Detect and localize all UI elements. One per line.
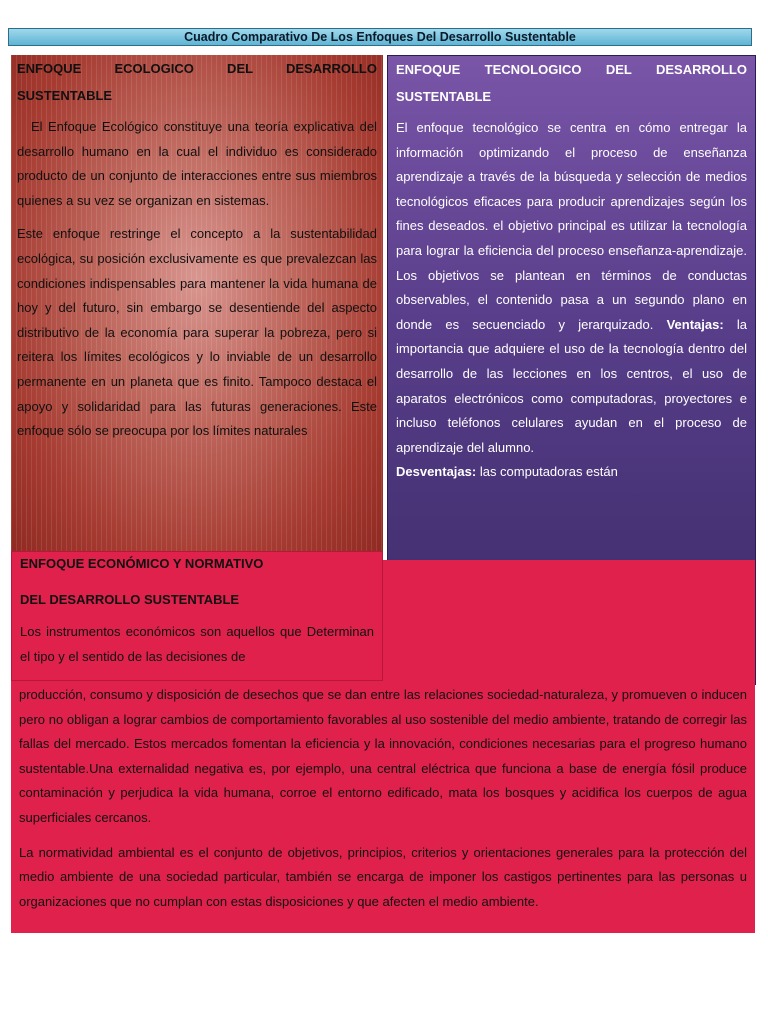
economic-approach-header-panel bbox=[11, 551, 383, 681]
technological-paragraph bbox=[396, 116, 747, 460]
document-title: Cuadro Comparativo De Los Enfoques Del Desarrollo Sustentable bbox=[8, 28, 752, 46]
economic-heading-line-1: ENFOQUE ECONÓMICO Y NORMATIVO bbox=[20, 556, 264, 571]
economic-paragraph-1: producción, consumo y disposición de desechos que se dan entre las relaciones sociedad-naturaleza, y promueven o inducen pero no obligan a lograr cambios de comportamiento favorables al uso sostenible del medio ambiente, tratando de corregir las fallas del mercado. Estos mercados fomentan la eficiencia y la innovación, condiciones necesarias para el progreso humano sustentable.Una externalidad negativa es, por ejemplo, una central eléctrica que funciona a base de energía fósil produce contaminación y perjudica la vida humana, corroe el entorno edificado, mata los bosques y acidifica los cuerpos de agua superficiales cercanos. bbox=[19, 687, 747, 825]
disadvantages-paragraph bbox=[396, 460, 747, 485]
economic-paragraph-2: La normatividad ambiental es el conjunto de objetivos, principios, criterios y orientaciones generales para la protección del medio ambiente de una sociedad particular, también se encarga de imponer los castigos pertinentes para las personas u organizaciones que no cumplan con estas disposiciones y que afecten el medio ambiente. bbox=[19, 844, 747, 909]
ecological-paragraph-2: Este enfoque restringe el concepto a la sustentabilidad ecológica, su posición exclusivamente es que prevalezcan las condiciones indispensables para mantener la vida humana de hoy y del futuro, sin embargo se desentiende del aspecto distributivo de la economía para superar la pobreza, pero si reitera los límites ecológicos y lo inviable de un desarrollo permanente en un planeta que es finito. Tampoco destaca el apoyo y solidaridad para las futuras generaciones. Este enfoque sólo se preocupa por los límites naturales bbox=[17, 226, 377, 439]
technological-heading: ENFOQUE TECNOLOGICO DEL DESARROLLO SUSTENTABLE bbox=[396, 62, 747, 104]
ecological-paragraph-1: El Enfoque Ecológico constituye una teoría explicativa del desarrollo humano en la cual el individuo es considerado producto de un conjunto de interacciones entre sus miembros quienes a su vez se organizan en sistemas. bbox=[17, 119, 377, 208]
economic-paragraph-start: Los instrumentos económicos son aquellos que Determinan el tipo y el sentido de las decisiones de bbox=[20, 624, 374, 664]
technological-text: El enfoque tecnológico se centra en cómo entregar la información optimizando el proceso de enseñanza aprendizaje a través de la búsqueda y selección de medios tecnológicos eficaces para producir aprendizajes según los fines deseados. el objetivo principal es utilizar la tecnología para lograr la eficiencia del proceso enseñanza-aprendizaje. Los objetivos se plantean en términos de conductas observables, el contenido pasa a un segundo plano en donde es secuenciado y jerarquizado. bbox=[396, 120, 747, 332]
ecological-heading: ENFOQUE ECOLOGICO DEL DESARROLLO SUSTENTABLE bbox=[17, 61, 377, 103]
economic-approach-body bbox=[11, 681, 755, 933]
ecological-approach-panel bbox=[11, 55, 383, 551]
disadvantages-label: Desventajas: bbox=[396, 464, 477, 480]
advantages-label: Ventajas: bbox=[666, 316, 724, 332]
economic-heading-line-2: DEL DESARROLLO SUSTENTABLE bbox=[20, 592, 240, 607]
advantages-text: la importancia que adquiere el uso de la tecnología dentro del desarrollo de las lecciones en los centros, el uso de aparatos electrónicos como computadoras, proyectores e incluso teléfonos celulares ayudan en el proceso de aprendizaje del alumno. bbox=[396, 316, 747, 455]
disadvantages-text: las computadoras están bbox=[476, 464, 618, 480]
